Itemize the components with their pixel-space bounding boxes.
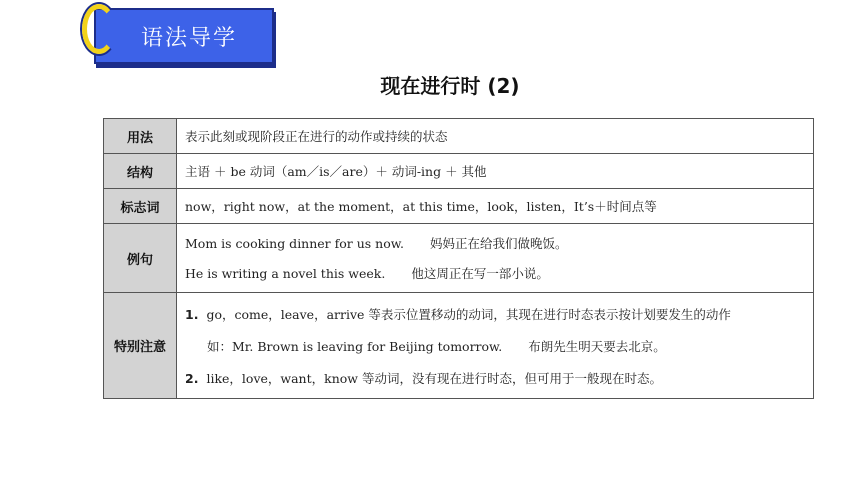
note-number: 2. <box>185 370 199 386</box>
page-title: 现在进行时 (2) <box>380 74 520 98</box>
table-row-signal-words <box>104 189 814 224</box>
note-text: like，love，want，know 等动词，没有现在进行时态，但可用于一般现在时态。 <box>206 370 662 386</box>
note-example-en: 如：Mr. Brown is leaving for Beijing tomorrow. <box>207 338 503 354</box>
row-label-structure: 结构 <box>104 154 177 189</box>
row-content-examples <box>177 224 814 293</box>
row-content-structure: 主语 ＋ be 动词（am／is／are）＋ 动词-ing ＋ 其他 <box>177 154 814 189</box>
row-label-signal-words: 标志词 <box>104 189 177 224</box>
note-example-zh: 布朗先生明天要去北京。 <box>528 338 666 354</box>
row-content-usage: 表示此刻或现阶段正在进行的动作或持续的状态 <box>177 119 814 154</box>
table-row-structure <box>104 154 814 189</box>
table-row-notes <box>104 293 814 399</box>
note-text: go，come，leave，arrive 等表示位置移动的动词，其现在进行时态表示按计划要发生的动作 <box>206 306 731 322</box>
row-label-usage: 用法 <box>104 119 177 154</box>
badge-box <box>94 8 274 64</box>
note-item <box>185 305 813 323</box>
example-en: He is writing a novel this week. <box>185 266 386 281</box>
note-item <box>185 369 813 387</box>
table-row-examples <box>104 224 814 293</box>
row-label-examples: 例句 <box>104 224 177 293</box>
example-line <box>185 264 813 282</box>
section-badge <box>82 4 278 70</box>
row-content-signal-words: now，right now，at the moment，at this time，look，listen，It’s＋时间点等 <box>177 189 814 224</box>
example-en: Mom is cooking dinner for us now. <box>185 236 404 251</box>
example-zh: 妈妈正在给我们做晚饭。 <box>429 236 568 251</box>
badge-label: 语法导学 <box>140 25 237 51</box>
table-row-usage <box>104 119 814 154</box>
letter-c-icon <box>82 4 116 54</box>
example-line <box>185 234 813 252</box>
row-content-notes <box>177 293 814 399</box>
note-number: 1. <box>185 306 199 322</box>
row-label-notes: 特别注意 <box>104 293 177 399</box>
example-zh: 他这周正在写一部小说。 <box>411 266 549 281</box>
grammar-table <box>103 118 814 399</box>
note-example <box>185 337 813 355</box>
